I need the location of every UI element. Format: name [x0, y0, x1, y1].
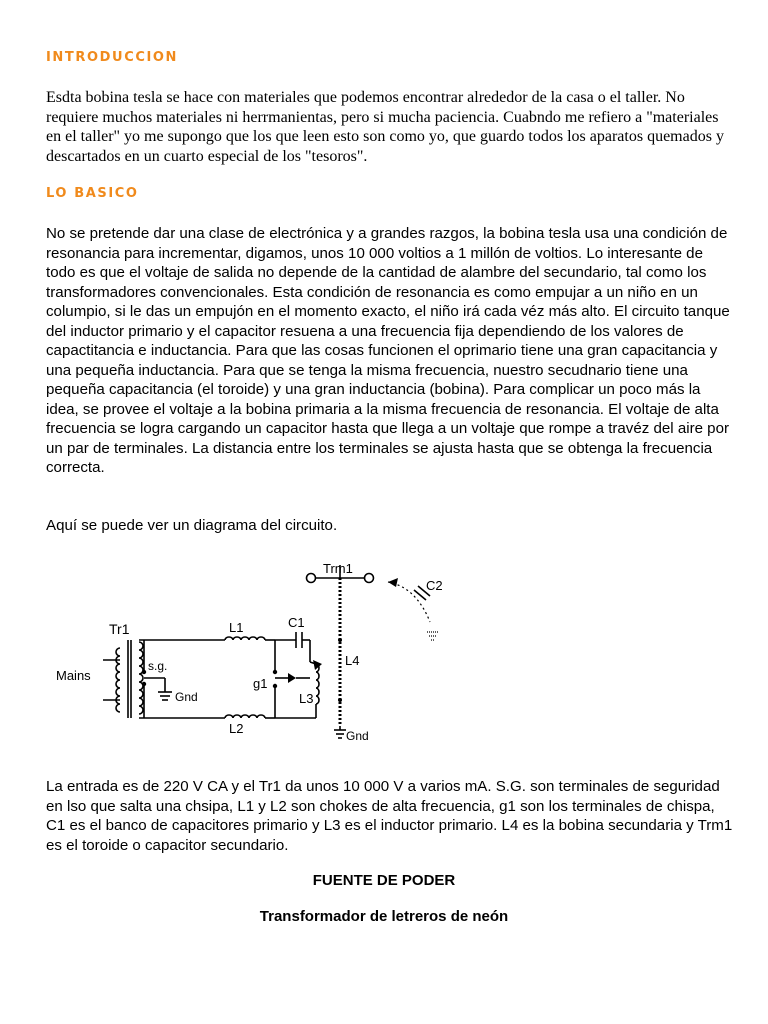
basics-heading: LO BASICO [46, 186, 139, 201]
power-supply-title: FUENTE DE PODER [312, 872, 456, 889]
label-l2: L2 [229, 721, 244, 736]
l3-tap-arrow [313, 660, 322, 670]
diagram-intro-paragraph: Aquí se puede ver un diagrama del circuito. [46, 517, 338, 534]
label-l4: L4 [345, 653, 360, 668]
label-l1: L1 [229, 620, 244, 635]
label-gnd-left: Gnd [175, 690, 198, 704]
label-l3: L3 [299, 691, 314, 706]
tesla-circuit-diagram [0, 550, 768, 750]
basics-paragraph: No se pretende dar una clase de electrónica y a grandes razgos, la bobina tesla usa una condición de resonancia para incrementar, digamos, unos 10 000 voltios a 1 millón de voltios. Lo interesante de todo es que el voltaje de salida no depende de la cantidad de alambre del secundario, tal como los transformadores convencionales. Esta condición de resonancia es como empujar a un niño en un columpio, si le das un empujón en el momento exacto, el niño irá cada véz más alto. El circuito tanque del inductor primario y el capacitor resuena a una frecuencia fija dependiendo de los valores de capactitancia e inductancia. Para que las cosas funcionen el oprimario tiene una gran capacitancia y una pequeña inductancia. Para que se tenga la misma frecuencia, nuestro secudnario tiene una pequeña capacitancia (el toroide) y una gran inductancia (bobina). Para complicar un poco más la idea, se provee el voltaje a la bobina primaria a la misma frecuencia de resonancia. El voltaje de alta frecuencia se logra cargando un capacitor hasta que llega a un voltaje que rompe a travéz del aire por un par de terminales. La distancia entre los terminales se ajusta hasta que se obtenga la frecuencia correcta. [46, 225, 730, 476]
c2-arrow [388, 578, 398, 587]
label-sg: s.g. [148, 659, 168, 673]
transformer-title: Transformador de letreros de neón [259, 908, 509, 925]
label-gnd-bottom: Gnd [346, 729, 369, 743]
label-c2: C2 [426, 578, 443, 593]
intro-paragraph: Esdta bobina tesla se hace con materiales que podemos encontrar alrededor de la casa o el taller. No requiere muchos materiales ni herrmanientas, pero si mucha paciencia. Cuabndo me refiero a "materiales en el taller" yo me supongo que los que leen esto son como yo, que guardo todos los aparatos quemados y descartados en un cuarto especial de los "tesoros". [46, 89, 724, 165]
label-trm1: Trm1 [323, 561, 353, 576]
diagram-description-paragraph: La entrada es de 220 V CA y el Tr1 da unos 10 000 V a varios mA. S.G. son terminales de seguridad en lso que salta una chsipa, L1 y L2 son chokes de alta frecuencia, g1 son los terminales de chispa, C1 es el banco de capacitores primario y L3 es el inductor primario. L4 es la bobina secundaria y Trm1 es el toroide o capacitor secundario. [46, 778, 733, 854]
label-mains: Mains [56, 668, 91, 683]
intro-heading: INTRODUCCION [46, 50, 179, 65]
label-c1: C1 [288, 615, 305, 630]
label-g1: g1 [253, 676, 268, 691]
label-tr1: Tr1 [109, 621, 130, 637]
g1-gap-arrow [288, 673, 296, 683]
